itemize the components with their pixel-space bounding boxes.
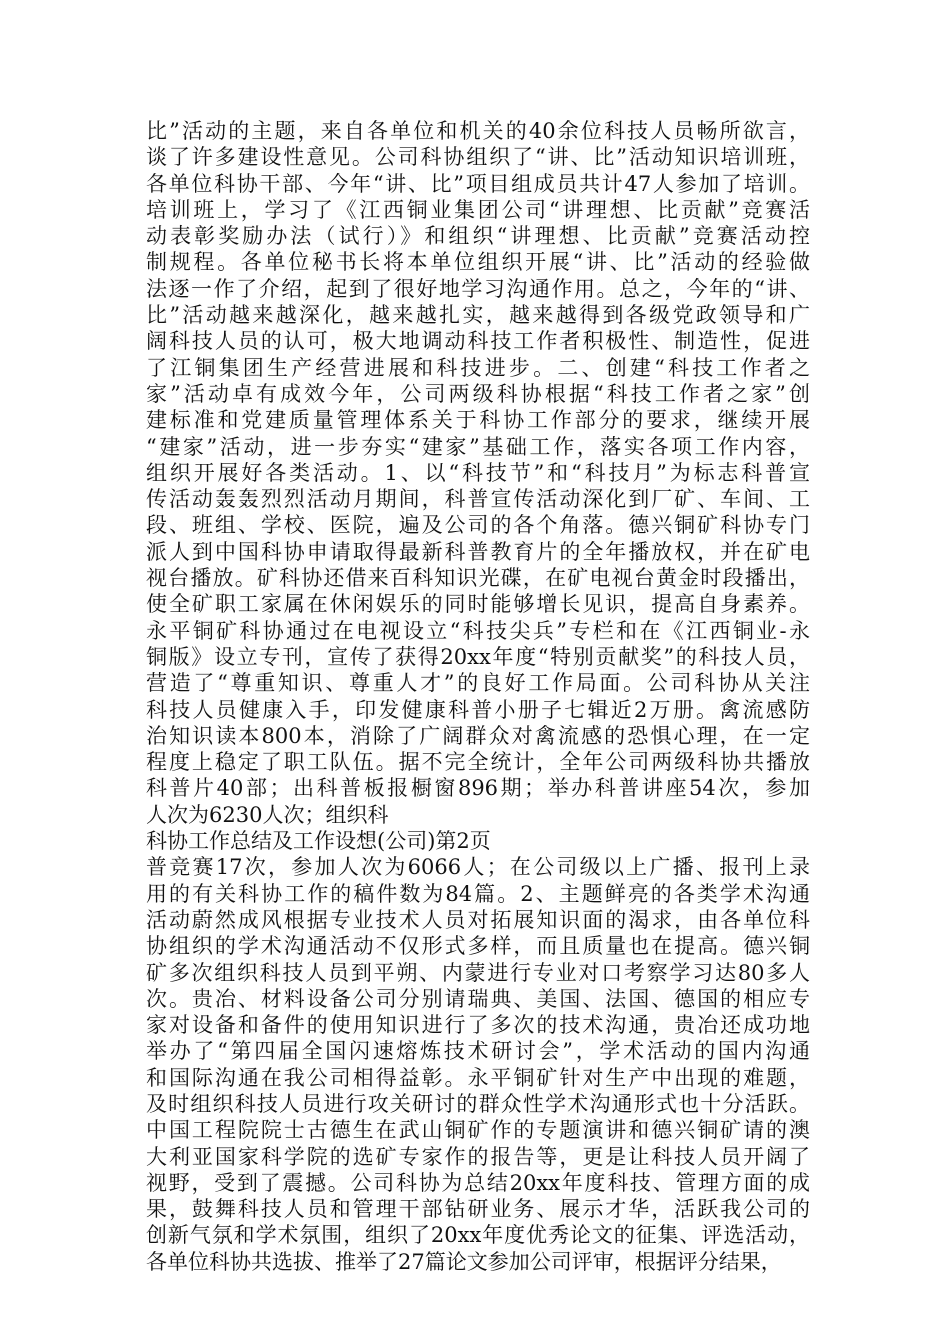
text-line: 大利亚国家科学院的选矿专家作的报告等，更是让科技人员开阔了: [146, 1144, 810, 1169]
text-line: 谈了许多建设性意见。公司科协组织了“讲、比”活动知识培训班，: [146, 145, 810, 170]
text-line: 果，鼓舞科技人员和管理干部钻研业务、展示才华，活跃我公司的: [146, 1197, 810, 1222]
text-line: 普竞赛17次，参加人次为6066人；在公司级以上广播、报刊上录: [146, 855, 810, 880]
text-line: 铜版》设立专刊，宣传了获得20xx年度“特别贡献奖”的科技人员，: [146, 644, 810, 669]
text-line: 使全矿职工家属在休闲娱乐的同时能够增长见识，提高自身素养。: [146, 592, 810, 617]
text-line: “建家”活动，进一步夯实“建家”基础工作，落实各项工作内容，: [146, 434, 810, 459]
text-line: 用的有关科协工作的稿件数为84篇。2、主题鲜亮的各类学术沟通: [146, 881, 810, 906]
text-line: 各单位科协干部、今年“讲、比”项目组成员共计47人参加了培训。: [146, 171, 810, 196]
text-line: 比”活动的主题，来自各单位和机关的40余位科技人员畅所欲言，: [146, 119, 810, 143]
text-line: 视台播放。矿科协还借来百科知识光碟，在矿电视台黄金时段播出，: [146, 566, 810, 591]
text-line: 和国际沟通在我公司相得益彰。永平铜矿针对生产中出现的难题，: [146, 1065, 810, 1090]
text-line: 程度上稳定了职工队伍。据不完全统计，全年公司两级科协共播放: [146, 750, 810, 775]
text-line: 段、班组、学校、医院，遍及公司的各个角落。德兴铜矿科协专门: [146, 513, 810, 538]
text-line: 创新气氛和学术氛围，组织了20xx年度优秀论文的征集、评选活动，: [146, 1223, 810, 1248]
text-line: 科普片40部；出科普板报橱窗896期；举办科普讲座54次，参加: [146, 776, 810, 801]
section-page-2-text: [146, 854, 810, 1275]
text-line: 比”活动越来越深化，越来越扎实，越来越得到各级党政领导和广: [146, 303, 810, 328]
text-line: 治知识读本800本，消除了广阔群众对禽流感的恐惧心理，在一定: [146, 723, 810, 748]
text-line: 传活动轰轰烈烈活动月期间，科普宣传活动深化到厂矿、车间、工: [146, 487, 810, 512]
section-page-1-text: [146, 118, 810, 828]
text-line: 了江铜集团生产经营进展和科技进步。二、创建“科技工作者之: [146, 355, 810, 380]
text-line: 科技人员健康入手，印发健康科普小册子七辑近2万册。禽流感防: [146, 697, 810, 722]
text-line: 阔科技人员的认可，极大地调动科技工作者积极性、制造性，促进: [146, 329, 810, 354]
text-line: 组织开展好各类活动。1、以“科技节”和“科技月”为标志科普宣: [146, 460, 810, 485]
text-line: 各单位科协共选拔、推举了27篇论文参加公司评审，根据评分结果，: [146, 1249, 782, 1274]
text-line: 人次为6230人次；组织科: [146, 802, 389, 827]
text-line: 营造了“尊重知识、尊重人才”的良好工作局面。公司科协从关注: [146, 671, 810, 696]
text-line: 建标准和党建质量管理体系关于科协工作部分的要求，继续开展: [146, 408, 810, 433]
text-line: 派人到中国科协申请取得最新科普教育片的全年播放权，并在矿电: [146, 539, 810, 564]
text-line: 制规程。各单位秘书长将本单位组织开展“讲、比”活动的经验做: [146, 250, 810, 275]
page-heading: 科协工作总结及工作设想(公司)第2页: [146, 829, 491, 854]
text-line: 中国工程院院士古德生在武山铜矿作的专题演讲和德兴铜矿请的澳: [146, 1118, 810, 1143]
text-line: 协组织的学术沟通活动不仅形式多样，而且质量也在提高。德兴铜: [146, 934, 810, 959]
text-line: 次。贵冶、材料设备公司分别请瑞典、美国、法国、德国的相应专: [146, 986, 810, 1011]
text-line: 培训班上，学习了《江西铜业集团公司“讲理想、比贡献”竞赛活: [146, 197, 810, 222]
text-line: 举办了“第四届全国闪速熔炼技术研讨会”，学术活动的国内沟通: [146, 1039, 810, 1064]
text-line: 视野，受到了震撼。公司科协为总结20xx年度科技、管理方面的成: [146, 1170, 810, 1195]
document-page: [146, 118, 810, 1275]
text-line: 家”活动卓有成效今年，公司两级科协根据“科技工作者之家”创: [146, 381, 810, 406]
text-line: 家对设备和备件的使用知识进行了多次的技术沟通，贵冶还成功地: [146, 1013, 810, 1038]
text-line: 及时组织科技人员进行攻关研讨的群众性学术沟通形式也十分活跃。: [146, 1091, 810, 1116]
text-line: 永平铜矿科协通过在电视设立“科技尖兵”专栏和在《江西铜业-永: [146, 618, 810, 643]
text-line: 矿多次组织科技人员到平朔、内蒙进行专业对口考察学习达80多人: [146, 960, 810, 985]
text-line: 动表彰奖励办法（试行）》和组织“讲理想、比贡献”竞赛活动控: [146, 224, 810, 249]
text-line: 法逐一作了介绍，起到了很好地学习沟通作用。总之，今年的“讲、: [146, 276, 810, 301]
text-line: 活动蔚然成风根据专业技术人员对拓展知识面的渴求，由各单位科: [146, 907, 810, 932]
